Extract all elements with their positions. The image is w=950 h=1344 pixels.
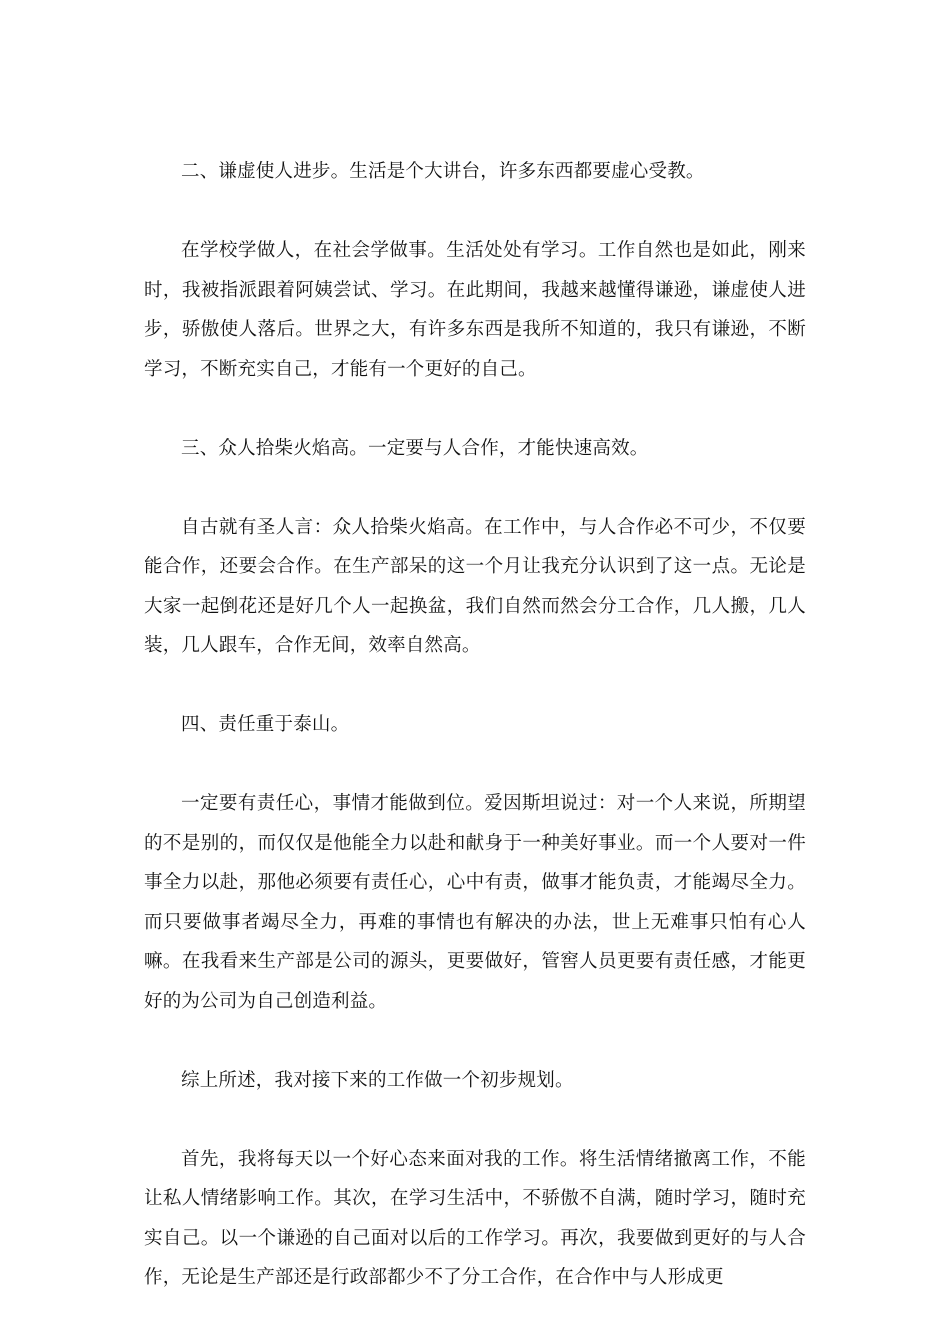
paragraph-responsibility: 一定要有责任心，事情才能做到位。爱因斯坦说过：对一个人来说，所期望的不是别的，而仅仅是他能全力以赴和献身于一种美好事业。而一个人要对一件事全力以赴，那他必须要有责任心，心中有责，做事才能负责，才能竭尽全力。而只要做事者竭尽全力，再难的事情也有解决的办法，世上无难事只怕有心人嘛。在我看来生产部是公司的源头，更要做好，管窖人员更要有责任感，才能更好的为公司为自己创造利益。 <box>144 793 806 1012</box>
paragraph-cooperation: 自古就有圣人言：众人拾柴火焰高。在工作中，与人合作必不可少，不仅要能合作，还要会合作。在生产部呆的这一个月让我充分认识到了这一点。无论是大家一起倒花还是好几个人一起换盆，我们自然而然会分工合作，几人搬，几人装，几人跟车，合作无间，效率自然高。 <box>144 516 806 656</box>
summary-heading: 综上所述，我对接下来的工作做一个初步规划。 <box>181 1069 574 1091</box>
section-heading-responsibility: 四、责任重于泰山。 <box>181 714 350 735</box>
section-heading-humility: 二、谦虚使人进步。生活是个大讲台，许多东西都要虚心受教。 <box>181 161 705 182</box>
section-heading-cooperation: 三、众人拾柴火焰高。一定要与人合作，才能快速高效。 <box>181 437 649 459</box>
paragraph-humility: 在学校学做人，在社会学做事。生活处处有学习。工作自然也是如此，刚来时，我被指派跟着阿姨尝试、学习。在此期间，我越来越懂得谦逊，谦虚使人进步，骄傲使人落后。世界之大，有许多东西是我所不知道的，我只有谦逊，不断学习，不断充实自己，才能有一个更好的自己。 <box>144 240 806 380</box>
paragraph-plan: 首先，我将每天以一个好心态来面对我的工作。将生活情绪撤离工作，不能让私人情绪影响工作。其次，在学习生活中，不骄傲不自满，随时学习，随时充实自己。以一个谦逊的自己面对以后的工作学习。再次，我要做到更好的与人合作，无论是生产部还是行政部都少不了分工合作，在合作中与人形成更 <box>144 1148 806 1288</box>
document-body <box>144 152 806 1337</box>
